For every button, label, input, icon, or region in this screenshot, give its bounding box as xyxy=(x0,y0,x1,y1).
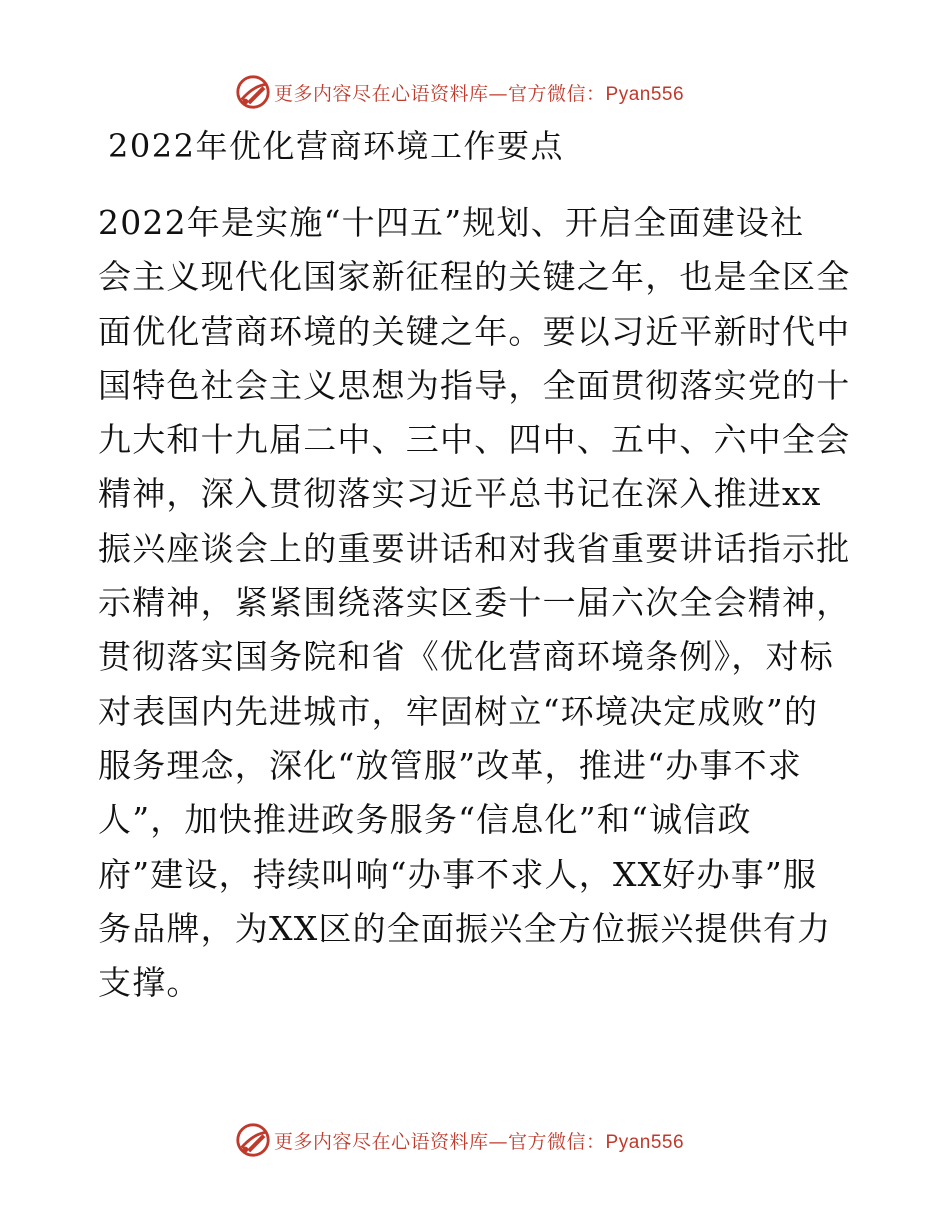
paragraph-line: 精神，深入贯彻落实习近平总书记在深入推进xx xyxy=(98,474,822,514)
wechat-handle: Pyan556 xyxy=(605,83,685,105)
document-title: 2022年优化营商环境工作要点 xyxy=(108,127,564,165)
pen-logo-icon xyxy=(234,1121,272,1159)
paragraph-line: 会主义现代化国家新征程的关键之年，也是全区全 xyxy=(98,257,851,297)
footer-watermark-banner xyxy=(234,1120,714,1160)
paragraph-line: 府”建设，持续叫响“办事不求人，XX好办事”服 xyxy=(98,854,818,894)
paragraph-line: 振兴座谈会上的重要讲话和对我省重要讲话指示批 xyxy=(98,528,851,568)
paragraph-line: 服务理念，深化“放管服”改革，推进“办事不求 xyxy=(98,745,803,785)
banner-text xyxy=(274,79,684,106)
paragraph-line: 支撑。 xyxy=(98,963,201,1003)
paragraph-line: 国特色社会主义思想为指导，全面贯彻落实党的十 xyxy=(98,365,851,405)
paragraph-line: 人”，加快推进政务服务“信息化”和“诚信政 xyxy=(98,800,752,840)
pen-logo-icon xyxy=(234,73,272,111)
paragraph-line: 示精神，紧紧围绕落实区委十一届六次全会精神， xyxy=(98,583,851,623)
banner-label: 更多内容尽在心语资料库—官方微信： xyxy=(274,1130,606,1153)
banner-text xyxy=(274,1127,684,1154)
banner-label: 更多内容尽在心语资料库—官方微信： xyxy=(274,82,606,105)
header-watermark-banner xyxy=(234,72,714,112)
paragraph-line: 面优化营商环境的关键之年。要以习近平新时代中 xyxy=(98,311,851,351)
paragraph-line: 九大和十九届二中、三中、四中、五中、六中全会 xyxy=(98,420,851,460)
paragraph-line: 2022年是实施“十四五”规划、开启全面建设社 xyxy=(98,203,805,242)
paragraph-line: 贯彻落实国务院和省《优化营商环境条例》，对标 xyxy=(98,637,834,677)
paragraph-line: 务品牌，为XX区的全面振兴全方位振兴提供有力 xyxy=(98,908,832,948)
paragraph-line: 对表国内先进城市，牢固树立“环境决定成败”的 xyxy=(98,691,819,731)
wechat-handle: Pyan556 xyxy=(605,1131,685,1153)
document-paragraph xyxy=(98,196,858,1010)
